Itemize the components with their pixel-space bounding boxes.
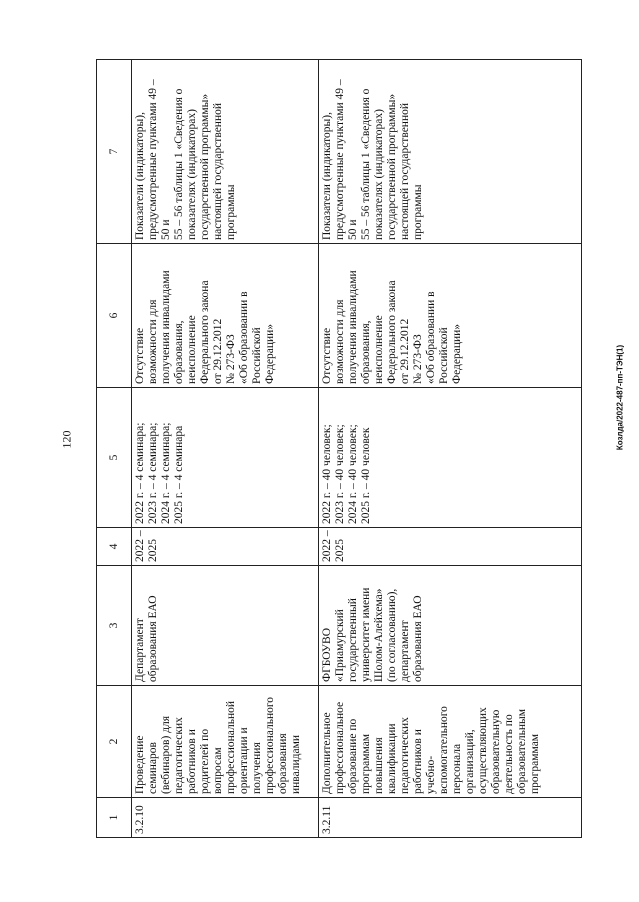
- header-cell-2: 2: [97, 686, 132, 798]
- cell-text-line: профессионального: [264, 696, 276, 794]
- cell-text-line: государственной программы»: [199, 93, 211, 240]
- cell-text-line: деятельность по: [503, 714, 515, 794]
- table-header-row: [97, 60, 132, 838]
- cell-text-line: 55 – 56 таблицы 1 «Сведения о: [360, 88, 372, 240]
- cell-text-line: Российской: [438, 327, 450, 384]
- row-number-cell: 3.2.11: [319, 798, 582, 838]
- header-cell-7: 7: [97, 60, 132, 244]
- cell-text-line: получения инвалидами: [347, 270, 359, 384]
- program-measures-table: [96, 59, 582, 838]
- cell-text-line: (вебинаров) для: [160, 715, 172, 794]
- header-cell-6: 6: [97, 244, 132, 388]
- cell-text-line: от 29.12.2012: [212, 318, 224, 384]
- cell-text-line: 55 – 56 таблицы 1 «Сведения о: [173, 88, 185, 240]
- table-row: [132, 60, 319, 838]
- cell-text-line: программы: [225, 184, 237, 240]
- cell-text-line: Федерации»: [264, 323, 276, 384]
- row-number-cell: 3.2.10: [132, 798, 319, 838]
- executor-cell: [132, 566, 319, 686]
- consequences-cell: [132, 244, 319, 388]
- cell-text-line: образовательную: [490, 709, 502, 794]
- cell-text-line: 50 и: [160, 219, 172, 240]
- cell-text-line: образования,: [173, 320, 185, 384]
- cell-text-line: получения инвалидами: [160, 270, 172, 384]
- cell-text-line: Показатели (индикаторы),: [321, 112, 333, 240]
- cell-text-line: Шолом-Алейхема»: [373, 588, 385, 682]
- cell-text-line: неисполнение: [373, 315, 385, 384]
- cell-text-line: образования,: [360, 320, 372, 384]
- cell-text-line: организаций,: [464, 729, 476, 794]
- cell-text-line: настоящей государственной: [399, 102, 411, 240]
- cell-text-line: образования: [277, 733, 289, 794]
- result-cell: [132, 388, 319, 528]
- cell-text-line: Федерального закона: [199, 280, 211, 384]
- cell-text-line: педагогических: [399, 717, 411, 794]
- cell-text-line: 2024 г. – 40 человек;: [347, 424, 359, 524]
- cell-text-line: профессиональной: [225, 700, 237, 794]
- cell-text-line: показателях (индикаторах): [373, 109, 385, 240]
- cell-text-line: 2024 г. – 4 семинара;: [160, 422, 172, 524]
- event-cell: [319, 686, 582, 798]
- term-cell: [132, 528, 319, 566]
- cell-text-line: Федерального закона: [386, 280, 398, 384]
- cell-text-line: № 273-ФЗ: [412, 334, 424, 384]
- cell-text-line: 2025 г. – 4 семинара: [173, 425, 185, 524]
- cell-text-line: учебно-: [425, 755, 437, 794]
- cell-text-line: ФГБОУВО: [321, 627, 333, 682]
- cell-text-line: департамент: [399, 620, 411, 682]
- header-cell-5: 5: [97, 388, 132, 528]
- header-cell-3: 3: [97, 566, 132, 686]
- indicators-cell: [319, 60, 582, 244]
- cell-text-line: 50 и: [347, 219, 359, 240]
- cell-text-line: «Об образовании в: [425, 291, 437, 384]
- cell-text-line: Показатели (индикаторы),: [134, 112, 146, 240]
- cell-text-line: Департамент: [134, 618, 146, 682]
- cell-text-line: осуществляющих: [477, 707, 489, 794]
- cell-text-line: Российской: [251, 327, 263, 384]
- cell-text-line: 2022 г. – 40 человек;: [321, 424, 333, 524]
- cell-text-line: профессиональное: [334, 701, 346, 794]
- cell-text-line: родителей по: [199, 728, 211, 794]
- cell-text-line: программам: [360, 733, 372, 794]
- cell-text-line: 2022 –: [321, 530, 333, 562]
- cell-text-line: работников и: [186, 729, 198, 794]
- table-frame: [96, 60, 576, 838]
- page-number: 120: [59, 430, 74, 449]
- consequences-cell: [319, 244, 582, 388]
- cell-text-line: «Об образовании в: [238, 291, 250, 384]
- cell-text-line: 2023 г. – 4 семинара;: [147, 422, 159, 524]
- cell-text-line: ориентации и: [238, 727, 250, 794]
- cell-text-line: программам: [529, 733, 541, 794]
- cell-text-line: № 273-ФЗ: [225, 334, 237, 384]
- cell-text-line: неисполнение: [186, 315, 198, 384]
- cell-text-line: 2023 г. – 40 человек;: [334, 424, 346, 524]
- result-cell: [319, 388, 582, 528]
- cell-text-line: вопросам: [212, 747, 224, 794]
- cell-text-line: от 29.12.2012: [399, 318, 411, 384]
- cell-text-line: показателях (индикаторах): [186, 109, 198, 240]
- cell-text-line: 2022 –: [134, 530, 146, 562]
- cell-text-line: 2022 г. – 4 семинара;: [134, 422, 146, 524]
- cell-text-line: программы: [412, 184, 424, 240]
- cell-text-line: настоящей государственной: [212, 102, 224, 240]
- cell-text-line: вспомогательного: [438, 706, 450, 794]
- cell-text-line: работников и: [412, 729, 424, 794]
- cell-text-line: квалификации: [386, 723, 398, 794]
- cell-text-line: Проведение: [134, 735, 146, 794]
- cell-text-line: педагогических: [173, 717, 185, 794]
- table-row: [319, 60, 582, 838]
- cell-text-line: возможности для: [147, 299, 159, 384]
- cell-text-line: персонала: [451, 743, 463, 794]
- indicators-cell: [132, 60, 319, 244]
- cell-text-line: «Приамурский: [334, 609, 346, 682]
- cell-text-line: образования ЕАО: [412, 595, 424, 682]
- cell-text-line: предусмотренные пунктами 49 –: [147, 79, 159, 240]
- cell-text-line: повышения: [373, 737, 385, 794]
- cell-text-line: государственный: [347, 598, 359, 682]
- header-cell-4: 4: [97, 528, 132, 566]
- cell-text-line: семинаров: [147, 742, 159, 794]
- cell-text-line: возможности для: [334, 299, 346, 384]
- cell-text-line: 2025: [147, 539, 159, 562]
- cell-text-line: университет имени: [360, 587, 372, 682]
- event-cell: [132, 686, 319, 798]
- cell-text-line: образовательным: [516, 708, 528, 794]
- cell-text-line: 2025 г. – 40 человек: [360, 427, 372, 524]
- header-cell-1: 1: [97, 798, 132, 838]
- executor-cell: [319, 566, 582, 686]
- cell-text-line: 2025: [334, 539, 346, 562]
- cell-text-line: инвалидами: [290, 734, 302, 794]
- rotated-table-container: [96, 60, 576, 838]
- cell-text-line: государственной программы»: [386, 93, 398, 240]
- cell-text-line: образования ЕАО: [147, 595, 159, 682]
- cell-text-line: Отсутствие: [134, 327, 146, 384]
- cell-text-line: (по согласованию),: [386, 588, 398, 682]
- cell-text-line: Федерации»: [451, 323, 463, 384]
- cell-text-line: получения: [251, 742, 263, 794]
- cell-text-line: Отсутствие: [321, 327, 333, 384]
- footer-document-code: Козлда/2022-487-пп-ТЭН(1): [615, 344, 625, 451]
- term-cell: [319, 528, 582, 566]
- cell-text-line: Дополнительное: [321, 712, 333, 794]
- cell-text-line: предусмотренные пунктами 49 –: [334, 79, 346, 240]
- cell-text-line: образование по: [347, 718, 359, 794]
